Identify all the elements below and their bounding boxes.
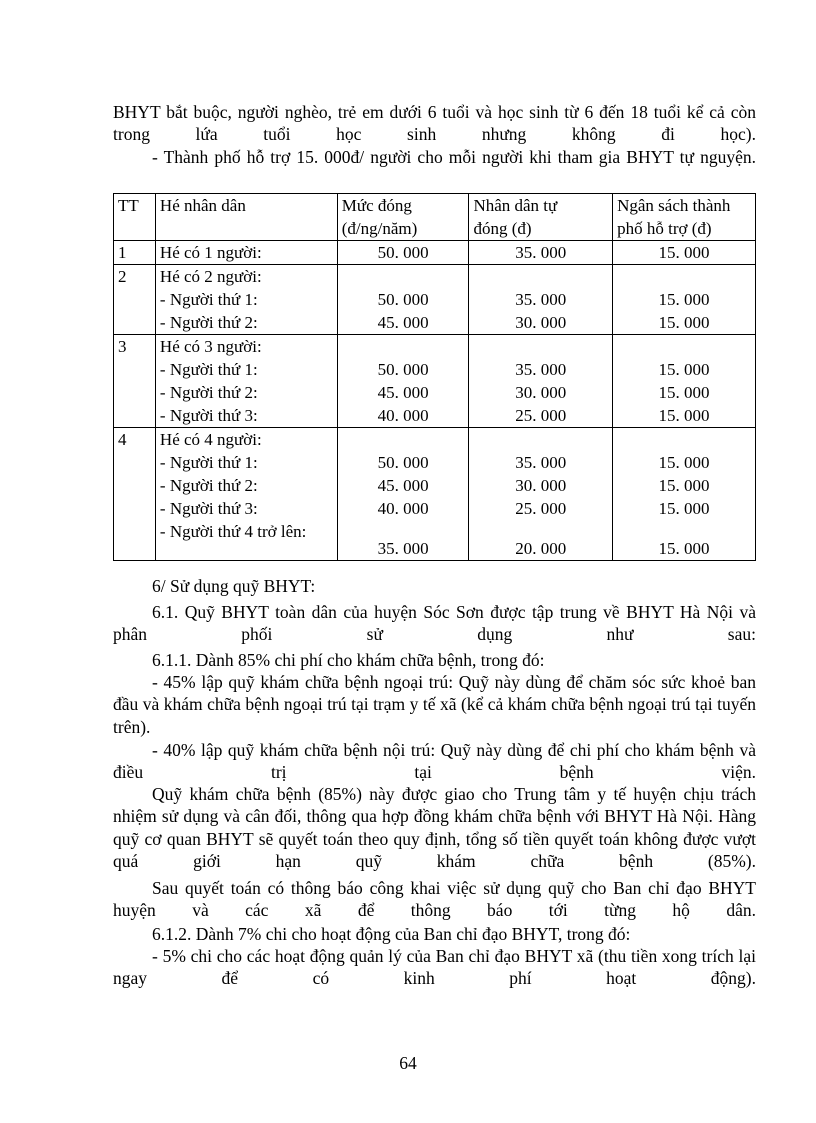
paragraph-6-1: 6.1. Quỹ BHYT toàn dân của huyện Sóc Sơn được tập trung về BHYT Hà Nội và phân phối sử dụng như sau: <box>113 602 756 645</box>
paragraph-6-1-1: 6.1.1. Dành 85% chi phí cho khám chữa bệnh, trong đó: <box>152 650 545 670</box>
contribution-cell: 50. 000 <box>337 241 469 265</box>
city-support-cell: 15. 000 <box>613 241 756 265</box>
city-support-cell: 15. 000 15. 000 15. 000 <box>613 335 756 428</box>
row-description: Hé có 4 người: - Người thứ 1: - Người thứ 2: - Người thứ 3: - Người thứ 4 trở lên: <box>155 428 337 561</box>
page-number: 64 <box>399 1053 417 1073</box>
table-header-row <box>114 194 756 241</box>
support-paragraph: - Thành phố hỗ trợ 15. 000đ/ người cho mỗi người khi tham gia BHYT tự nguyện. <box>152 147 756 167</box>
header-city-support: Ngân sách thành phố hỗ trợ (đ) <box>613 194 756 241</box>
paragraph-settlement: Sau quyết toán có thông báo công khai việc sử dụng quỹ cho Ban chỉ đạo BHYT huyện và các xã để thông báo tới từng hộ dân. <box>113 878 756 921</box>
contribution-cell: 50. 000 45. 000 40. 000 <box>337 335 469 428</box>
row-index: 3 <box>114 335 156 428</box>
contribution-cell: 50. 000 45. 000 <box>337 265 469 335</box>
table-row <box>114 335 756 428</box>
table-row <box>114 265 756 335</box>
paragraph-fund-management: Quỹ khám chữa bệnh (85%) này được giao cho Trung tâm y tế huyện chịu trách nhiệm sử dụng và cân đối, thông qua hợp đồng khám chữa bệnh với BHYT Hà Nội. Hàng quỹ cơ quan BHYT sẽ quyết toán theo quy định, tổng số tiền quyết toán không được vượt quá giới hạn quỹ khám chữa bệnh (85%). <box>113 784 756 872</box>
row-index: 2 <box>114 265 156 335</box>
table-row <box>114 428 756 561</box>
row-description: Hé có 2 người: - Người thứ 1: - Người thứ 2: <box>155 265 337 335</box>
paragraph-commune-mgmt: - 5% chi cho các hoạt động quản lý của Ban chỉ đạo BHYT xã (thu tiền xong trích lại ngay để có kinh phí hoạt động). <box>113 946 756 989</box>
section-heading: 6/ Sử dụng quỹ BHYT: <box>152 576 316 596</box>
self-paid-cell: 35. 000 30. 000 25. 000 20. 000 <box>469 428 613 561</box>
paragraph-6-1-2: 6.1.2. Dành 7% chi cho hoạt động của Ban chỉ đạo BHYT, trong đó: <box>152 924 631 944</box>
header-contribution-level: Mức đóng (đ/ng/năm) <box>337 194 469 241</box>
paragraph-outpatient: - 45% lập quỹ khám chữa bệnh ngoại trú: Quỹ này dùng để chăm sóc sức khoẻ ban đầu và khám chữa bệnh ngoại trú tại trạm y tế xã (kể cả khám chữa bệnh ngoại trú tại tuyến trên). <box>113 672 756 737</box>
self-paid-cell: 35. 000 <box>469 241 613 265</box>
city-support-cell: 15. 000 15. 000 15. 000 15. 000 <box>613 428 756 561</box>
paragraph-inpatient: - 40% lập quỹ khám chữa bệnh nội trú: Quỹ này dùng để chi phí cho khám bệnh và điều trị tại bệnh viện. <box>113 740 756 783</box>
self-paid-cell: 35. 000 30. 000 25. 000 <box>469 335 613 428</box>
header-tt: TT <box>114 194 156 241</box>
row-description: Hé có 1 người: <box>155 241 337 265</box>
city-support-cell: 15. 000 15. 000 <box>613 265 756 335</box>
header-household: Hé nhân dân <box>155 194 337 241</box>
row-index: 4 <box>114 428 156 561</box>
header-self-paid: Nhân dân tự đóng (đ) <box>469 194 613 241</box>
row-index: 1 <box>114 241 156 265</box>
table-row <box>114 241 756 265</box>
intro-paragraph: BHYT bắt buộc, người nghèo, trẻ em dưới 6 tuổi và học sinh từ 6 đến 18 tuổi kể cả còn trong lứa tuổi học sinh nhưng không đi học). <box>113 102 756 145</box>
row-description: Hé có 3 người: - Người thứ 1: - Người thứ 2: - Người thứ 3: <box>155 335 337 428</box>
self-paid-cell: 35. 000 30. 000 <box>469 265 613 335</box>
contribution-table <box>113 193 756 561</box>
contribution-cell: 50. 000 45. 000 40. 000 35. 000 <box>337 428 469 561</box>
